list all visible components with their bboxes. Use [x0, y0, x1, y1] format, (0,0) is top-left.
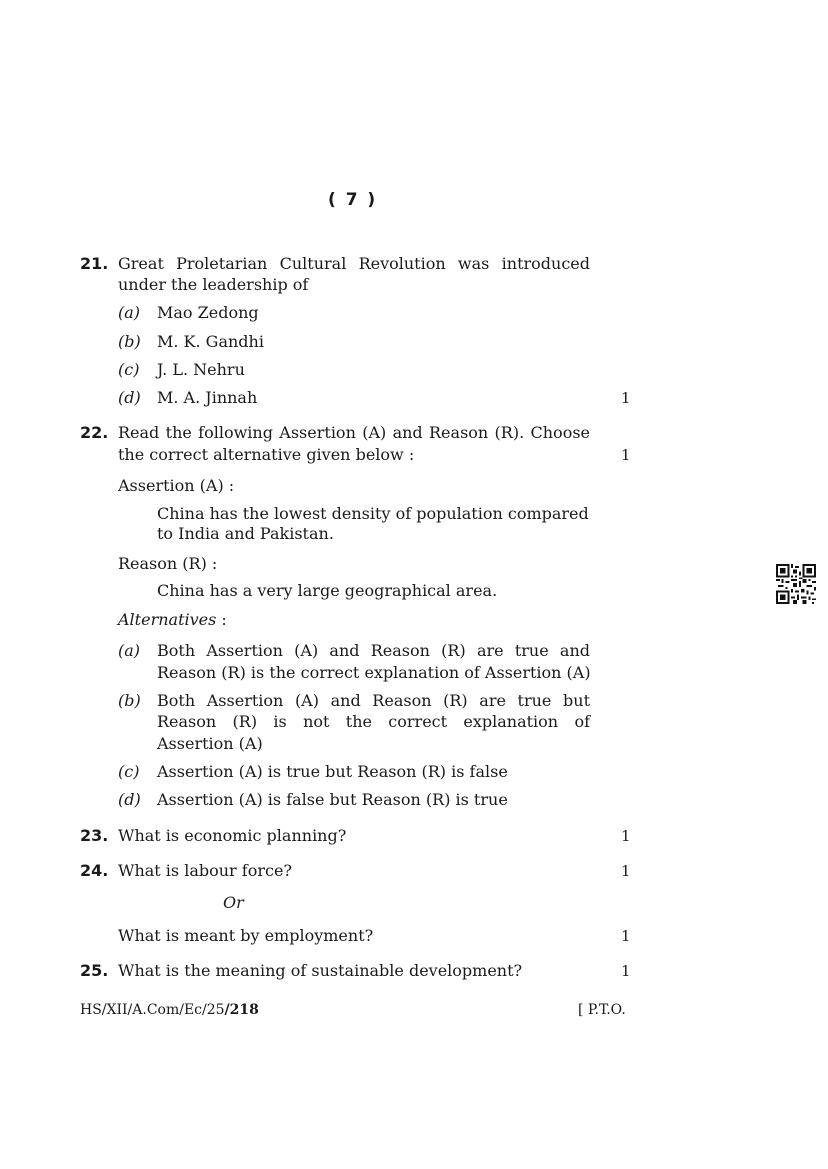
question-number-22: 22.: [80, 423, 109, 442]
alternatives-colon: :: [221, 610, 227, 629]
q21-option-label-d: (d): [118, 388, 141, 407]
q22-option-b-line3: Assertion (A): [157, 734, 263, 753]
q22-option-a-line1: Both Assertion (A) and Reason (R) are true and: [157, 641, 590, 660]
q22-assertion-line1: China has the lowest density of population compared: [157, 504, 589, 523]
q21-option-text-c: J. L. Nehru: [157, 360, 245, 379]
q22-option-label-a: (a): [118, 641, 141, 660]
q25-text: What is the meaning of sustainable development?: [118, 961, 523, 980]
question-number-24: 24.: [80, 861, 109, 880]
q21-option-text-b: M. K. Gandhi: [157, 332, 264, 351]
q21-option-label-a: (a): [118, 303, 141, 322]
q22-option-label-b: (b): [118, 691, 141, 710]
q24-marks: 1: [621, 862, 631, 880]
q21-marks: 1: [621, 389, 631, 407]
page-number: ( 7 ): [328, 190, 378, 210]
q22-option-a-line2: Reason (R) is the correct explanation of Assertion (A): [157, 663, 591, 682]
q23-marks: 1: [621, 827, 631, 845]
q22-assertion-heading: Assertion (A) :: [118, 476, 235, 495]
q22-option-label-d: (d): [118, 790, 141, 809]
q25-marks: 1: [621, 962, 631, 980]
qr-code-icon: [776, 564, 816, 604]
question-number-21: 21.: [80, 254, 109, 273]
q24-alt-text: What is meant by employment?: [118, 926, 374, 945]
pto-label: [ P.T.O.: [578, 1002, 626, 1018]
q22-option-label-c: (c): [118, 762, 140, 781]
q21-option-label-c: (c): [118, 360, 140, 379]
q24-text: What is labour force?: [118, 861, 292, 880]
q21-stem-line2: under the leadership of: [118, 275, 309, 294]
q21-option-text-a: Mao Zedong: [157, 303, 259, 322]
q22-stem-line1: Read the following Assertion (A) and Reason (R). Choose: [118, 423, 590, 442]
q22-assertion-line2: to India and Pakistan.: [157, 524, 334, 543]
q21-option-text-d: M. A. Jinnah: [157, 388, 258, 407]
paper-code-suffix: /218: [224, 1002, 259, 1018]
paper-code-prefix: HS/XII/A.Com/Ec/25: [80, 1002, 225, 1018]
alternatives-label: Alternatives: [118, 610, 217, 629]
q22-reason-text: China has a very large geographical area.: [157, 581, 498, 600]
q22-stem-line2: the correct alternative given below :: [118, 445, 415, 464]
q22-marks: 1: [621, 446, 631, 464]
question-number-23: 23.: [80, 826, 109, 845]
q22-alternatives-heading: [118, 609, 227, 631]
q23-text: What is economic planning?: [118, 826, 347, 845]
q21-stem-line1: Great Proletarian Cultural Revolution was introduced: [118, 254, 590, 273]
q24-or: Or: [223, 893, 244, 912]
q22-reason-heading: Reason (R) :: [118, 554, 218, 573]
q24-alt-marks: 1: [621, 927, 631, 945]
q22-option-b-line2: Reason (R) is not the correct explanation of: [157, 712, 590, 731]
q22-option-d-text: Assertion (A) is false but Reason (R) is true: [157, 790, 508, 809]
paper-code: [80, 1002, 259, 1018]
q22-option-c-text: Assertion (A) is true but Reason (R) is false: [157, 762, 508, 781]
question-number-25: 25.: [80, 961, 109, 980]
q21-option-label-b: (b): [118, 332, 141, 351]
q22-option-b-line1: Both Assertion (A) and Reason (R) are true but: [157, 691, 590, 710]
